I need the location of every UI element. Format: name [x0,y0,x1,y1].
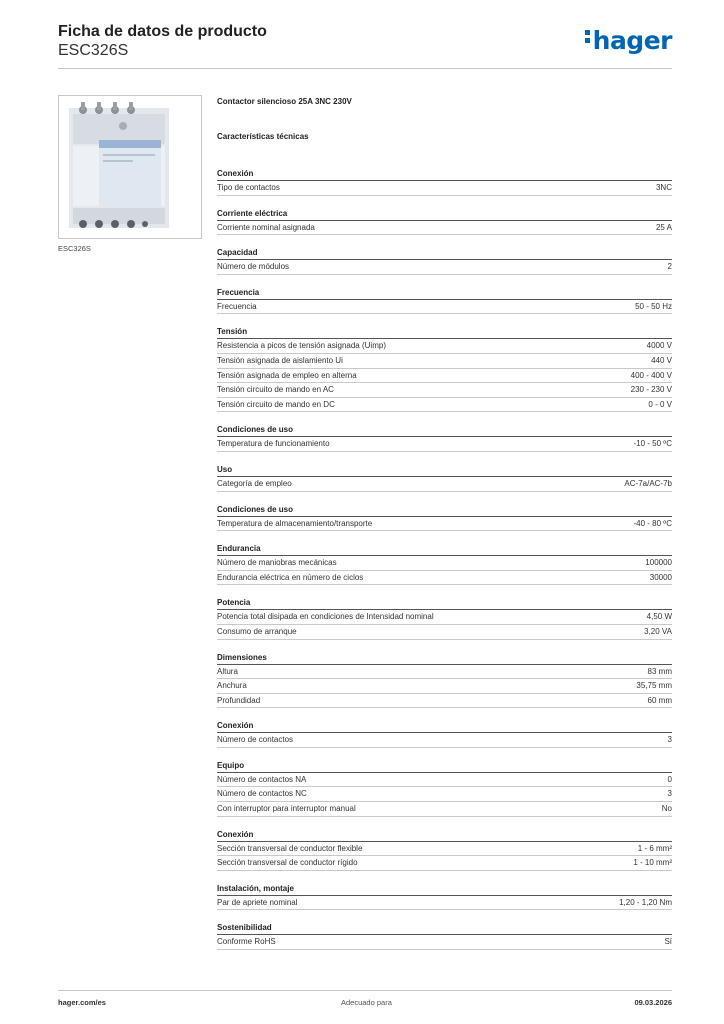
document-title: Ficha de datos de producto [58,23,267,40]
spec-value: 1,20 - 1,20 Nm [619,897,672,907]
section-title: Endurancia [217,543,672,556]
spec-row [217,694,672,709]
spec-row [217,260,672,275]
spec-label: Categoría de empleo [217,478,292,488]
spec-label: Profundidad [217,695,261,705]
spec-label: Número de módulos [217,262,290,272]
spec-value: 1 - 6 mm² [637,843,672,853]
spec-value: 0 [667,774,672,784]
spec-label: Tensión circuito de mando en AC [217,385,334,395]
header-divider [58,68,672,69]
spec-section [217,464,672,492]
spec-row [217,896,672,911]
spec-value: No [661,804,672,814]
spec-label: Corriente nominal asignada [217,222,315,232]
spec-row [217,935,672,950]
spec-value: 3 [667,789,672,799]
spec-row [217,665,672,680]
section-title: Dimensiones [217,652,672,665]
spec-label: Potencia total disipada en condiciones de Intensidad nominal [217,612,434,622]
spec-row [217,625,672,640]
spec-row [217,369,672,384]
footer-divider [58,990,672,991]
spec-label: Par de apriete nominal [217,897,298,907]
spec-label: Número de contactos [217,735,294,745]
spec-row [217,354,672,369]
spec-row [217,842,672,857]
spec-label: Resistencia a picos de tensión asignada (Uimp) [217,341,386,351]
spec-section [217,720,672,748]
section-title: Sostenibilidad [217,922,672,935]
spec-section [217,597,672,639]
spec-row [217,339,672,354]
spec-value: 3NC [655,183,672,192]
spec-value: 4000 V [646,341,672,351]
spec-row [217,300,672,315]
spec-value: 1 - 10 mm² [633,858,672,868]
spec-value: 60 mm [647,695,672,705]
spec-value: Sí [664,937,672,947]
spec-value: 440 V [651,355,672,365]
spec-section [217,922,672,950]
spec-value: 230 - 230 V [630,385,672,395]
spec-label: Tensión asignada de aislamiento Ui [217,355,343,365]
spec-label: Endurancia eléctrica en número de ciclos [217,572,364,582]
spec-section [217,424,672,452]
spec-row [217,477,672,492]
spec-sheet [217,96,672,950]
logo-colon-icon [585,27,590,46]
spec-row [217,787,672,802]
spec-label: Tipo de contactos [217,183,280,192]
spec-label: Con interruptor para interruptor manual [217,804,356,814]
spec-row [217,610,672,625]
spec-row [217,398,672,413]
spec-value: 2 [667,262,672,272]
spec-section [217,652,672,709]
spec-value: -40 - 80 ºC [633,518,672,528]
spec-label: Número de maniobras mecánicas [217,558,337,568]
spec-value: 4,50 W [646,612,672,622]
spec-row [217,733,672,748]
spec-row [217,383,672,398]
section-title: Capacidad [217,247,672,260]
spec-value: 83 mm [647,666,672,676]
section-title: Condiciones de uso [217,504,672,517]
spec-label: Sección transversal de conductor flexible [217,843,363,853]
section-title: Frecuencia [217,287,672,300]
spec-row [217,181,672,196]
spec-value: -10 - 50 ºC [633,439,672,449]
spec-row [217,773,672,788]
spec-label: Temperatura de almacenamiento/transporte [217,518,373,528]
spec-row [217,437,672,452]
section-title: Corriente eléctrica [217,208,672,221]
spec-section [217,829,672,871]
page-header [58,22,672,68]
spec-row [217,856,672,871]
spec-section [217,247,672,275]
contactor-illustration-icon [59,96,201,238]
spec-value: AC-7a/AC-7b [624,478,672,488]
section-title: Equipo [217,760,672,773]
spec-value: 3,20 VA [644,626,672,636]
specs-heading: Características técnicas [217,132,309,141]
spec-section [217,287,672,315]
spec-section [217,168,672,196]
spec-label: Tensión circuito de mando en DC [217,399,335,409]
spec-section [217,760,672,817]
section-title: Condiciones de uso [217,424,672,437]
section-title: Instalación, montaje [217,883,672,896]
section-title: Conexión [217,168,672,181]
product-code: ESC326S [58,42,129,59]
section-title: Conexión [217,720,672,733]
spec-row [217,221,672,236]
spec-section [217,326,672,412]
spec-label: Frecuencia [217,301,257,311]
footer-middle: Adecuado para [341,998,392,1007]
spec-value: 100000 [645,558,672,568]
spec-section [217,883,672,911]
spec-row [217,802,672,817]
footer-date: 09.03.2026 [634,998,672,1007]
spec-row [217,556,672,571]
section-title: Uso [217,464,672,477]
spec-label: Tensión asignada de empleo en alterna [217,370,357,380]
spec-row [217,679,672,694]
product-name: Contactor silencioso 25A 3NC 230V [217,97,352,106]
image-caption: ESC326S [58,244,91,253]
spec-label: Temperatura de funcionamiento [217,439,330,449]
spec-sections [217,168,672,950]
spec-value: 50 - 50 Hz [635,301,672,311]
spec-label: Número de contactos NA [217,774,307,784]
spec-value: 3 [667,735,672,745]
spec-label: Altura [217,666,238,676]
spec-label: Sección transversal de conductor rígido [217,858,358,868]
spec-value: 0 - 0 V [648,399,672,409]
spec-label: Conforme RoHS [217,937,276,947]
spec-value: 35,75 mm [636,681,672,691]
spec-section [217,504,672,532]
section-title: Potencia [217,597,672,610]
spec-row [217,571,672,586]
product-image [58,95,202,239]
spec-label: Consumo de arranque [217,626,297,636]
hager-logo: hager [585,26,672,55]
spec-value: 25 A [655,222,672,232]
spec-section [217,543,672,585]
section-title: Tensión [217,326,672,339]
footer-website: hager.com/es [58,998,106,1007]
spec-label: Número de contactos NC [217,789,307,799]
section-title: Conexión [217,829,672,842]
spec-row [217,517,672,532]
spec-label: Anchura [217,681,247,691]
spec-section [217,208,672,236]
spec-value: 400 - 400 V [630,370,672,380]
spec-value: 30000 [649,572,672,582]
